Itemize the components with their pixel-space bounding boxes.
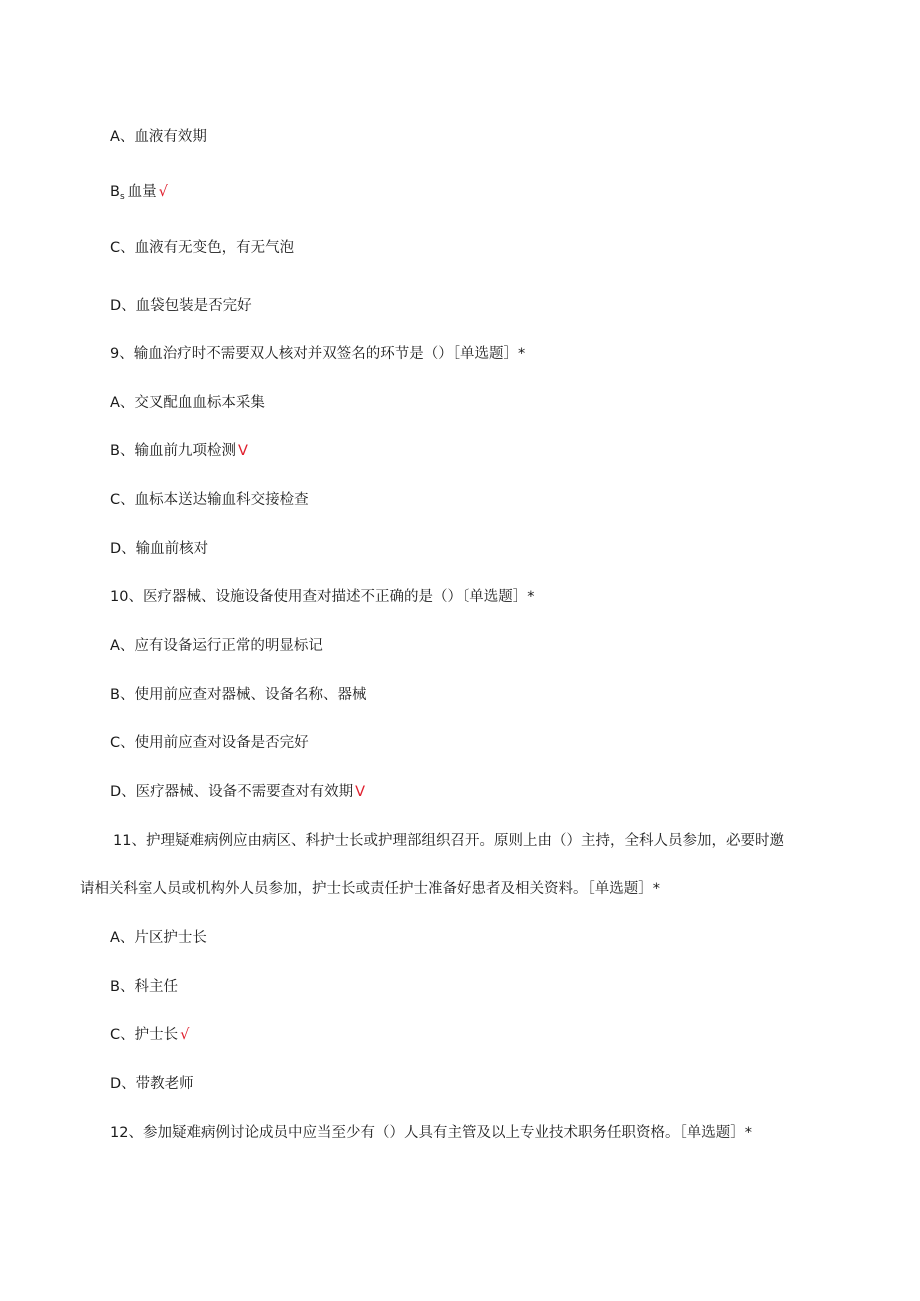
option-text: A、血液有效期 [110, 129, 207, 145]
q11-option-b [110, 977, 178, 997]
q10-option-d [110, 782, 365, 802]
option-text: D、输血前核对 [110, 541, 209, 557]
option-text: C、血液有无变色，有无气泡 [110, 240, 295, 256]
q11-option-d [110, 1074, 194, 1094]
q9-option-d [110, 539, 208, 559]
q11-option-a [110, 928, 207, 948]
option-text: C、血标本送达输血科交接检查 [110, 492, 309, 508]
correct-mark: V [355, 784, 366, 800]
q8-option-d [110, 296, 252, 316]
correct-mark: √ [180, 1027, 190, 1043]
option-text: B、输血前九项检测 [110, 443, 236, 459]
option-text: D、医疗器械、设备不需要查对有效期 [110, 784, 354, 800]
q10-option-c [110, 733, 309, 753]
q8-option-a [110, 127, 207, 147]
option-letter: B [110, 184, 120, 200]
q9-option-a [110, 393, 265, 413]
option-text: A、应有设备运行正常的明显标记 [110, 638, 323, 654]
option-text: A、交叉配血血标本采集 [110, 395, 265, 411]
option-text: C、使用前应查对设备是否完好 [110, 735, 309, 751]
option-text: B、科主任 [110, 979, 178, 995]
q10-question: 10、医疗器械、设施设备使用查对描述不正确的是（）〔单选题］* [110, 589, 535, 605]
option-text: D、血袋包装是否完好 [110, 298, 252, 314]
q9-option-c [110, 490, 309, 510]
correct-mark: √ [158, 184, 168, 200]
q11-question-line2: 请相关科室人员或机构外人员参加，护士长或责任护士准备好患者及相关资料。［单选题］* [80, 881, 660, 897]
option-text: A、片区护士长 [110, 930, 207, 946]
q11-option-c [110, 1025, 189, 1045]
option-text: D、带教老师 [110, 1076, 194, 1092]
q8-option-c [110, 238, 294, 258]
option-letter-sub: s [119, 192, 125, 202]
option-text: B、使用前应查对器械、设备名称、器械 [110, 687, 367, 703]
q9-option-b [110, 441, 248, 461]
q9-question: 9、输血治疗时不需要双人核对并双签名的环节是（）［单选题］* [110, 346, 526, 362]
option-text: C、护士长 [110, 1027, 179, 1043]
q8-option-b [110, 182, 168, 207]
correct-mark: V [237, 443, 248, 459]
q12-question: 12、参加疑难病例讨论成员中应当至少有（）人具有主管及以上专业技术职务任职资格。［单选题］* [110, 1125, 752, 1141]
q10-option-b [110, 685, 366, 705]
q10-option-a [110, 636, 323, 656]
q11-question-line1: 11、护理疑难病例应由病区、科护士长或护理部组织召开。原则上由（）主持，全科人员参加，必要时邀 [113, 833, 784, 849]
option-text: 血量 [127, 184, 157, 200]
